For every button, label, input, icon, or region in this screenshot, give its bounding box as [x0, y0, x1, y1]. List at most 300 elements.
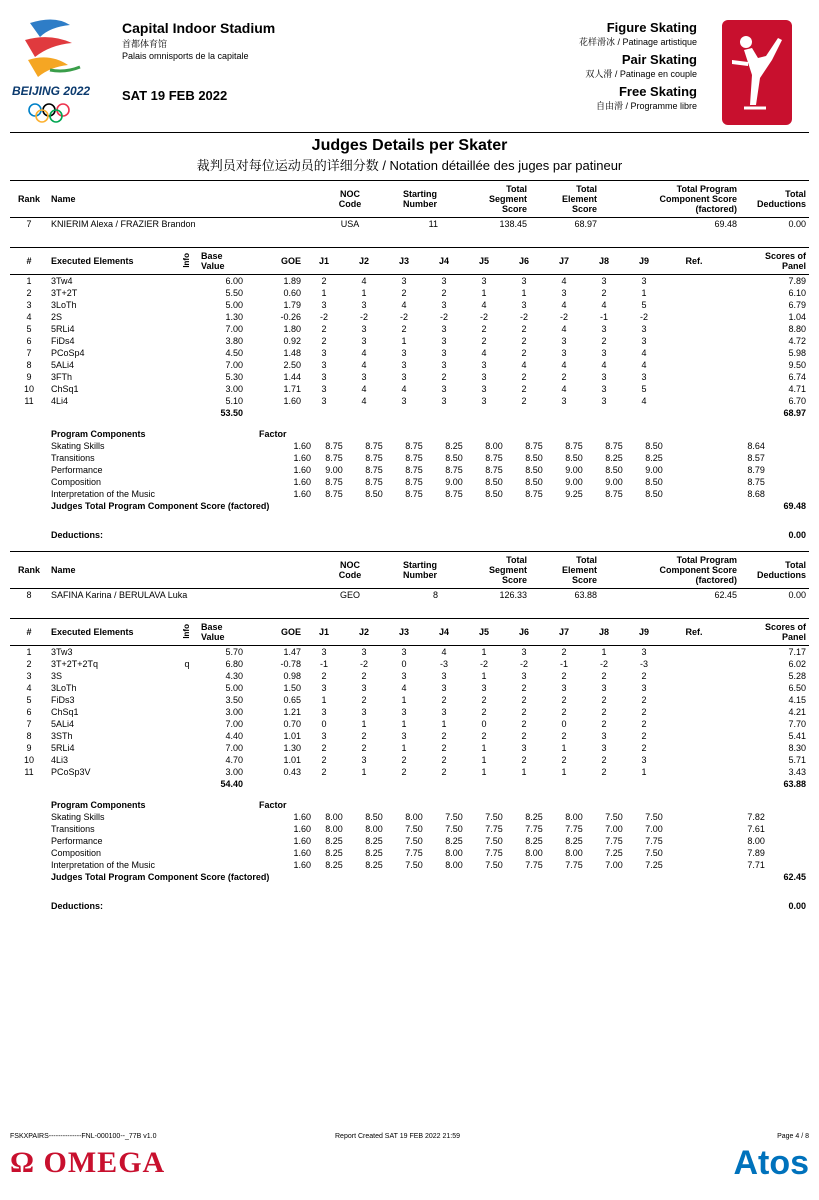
col-judge-2: J2: [344, 248, 384, 275]
element-base-value: 4.70: [225, 755, 243, 765]
element-info: [176, 335, 198, 347]
component-judge-score: 8.75: [445, 465, 463, 475]
element-panel-score: 8.80: [788, 324, 806, 334]
element-judge-score: 2: [321, 743, 327, 753]
component-judge-score: 8.25: [365, 860, 383, 870]
element-judge-score: 2: [361, 743, 367, 753]
deductions-table: [10, 900, 809, 912]
element-number: 3: [26, 671, 32, 681]
element-judge-score: 3: [441, 336, 447, 346]
component-judge-score: 8.75: [605, 489, 623, 499]
element-judge-score: 3: [321, 647, 327, 657]
element-row: [10, 359, 809, 371]
element-base-value: 5.50: [225, 288, 243, 298]
col-hash: #: [10, 619, 48, 646]
element-judge-score: 3: [521, 300, 527, 310]
component-row: [10, 847, 809, 859]
component-judge-score: 9.25: [565, 489, 583, 499]
component-panel-score: 8.68: [747, 489, 765, 499]
component-row: [10, 835, 809, 847]
element-judge-score: 2: [361, 695, 367, 705]
component-factor: 1.60: [293, 453, 311, 463]
element-judge-score: 4: [641, 348, 647, 358]
element-judge-score: 3: [441, 300, 447, 310]
element-judge-score: -1: [559, 659, 568, 669]
component-judge-score: 8.50: [485, 489, 503, 499]
element-goe: 1.30: [283, 743, 301, 753]
element-row: [10, 323, 809, 335]
component-panel-score: 8.64: [747, 441, 765, 451]
col-judge-6: J6: [504, 619, 544, 646]
component-judge-score: 7.50: [405, 836, 423, 846]
component-judge-score: 8.75: [405, 453, 423, 463]
element-panel-score: 6.70: [788, 396, 806, 406]
component-name: Interpretation of the Music: [51, 860, 156, 870]
program-components-label: Program Components: [51, 429, 146, 439]
element-judge-score: 3: [401, 731, 407, 741]
element-judge-score: 3: [601, 743, 607, 753]
element-judge-score: 3: [601, 384, 607, 394]
element-judge-score: 3: [521, 276, 527, 286]
skater-summary-row: [10, 589, 809, 602]
element-row: [10, 682, 809, 694]
element-judge-score: 3: [441, 348, 447, 358]
element-judge-score: 2: [641, 671, 647, 681]
element-judge-score: 0: [481, 719, 487, 729]
element-judge-score: 2: [601, 707, 607, 717]
element-goe: 1.79: [283, 300, 301, 310]
element-judge-score: 4: [561, 276, 567, 286]
segment-title: Free Skating: [618, 84, 697, 99]
element-judge-score: 2: [401, 324, 407, 334]
deductions-label: Deductions:: [51, 530, 104, 540]
skater-start: 11: [428, 219, 438, 229]
element-row: [10, 694, 809, 706]
element-judge-score: -2: [399, 312, 408, 322]
element-info: [176, 311, 198, 323]
element-judge-score: -2: [599, 659, 608, 669]
element-judge-score: 3: [641, 324, 647, 334]
element-code: PCoSp4: [51, 348, 85, 358]
component-judge-score: 8.75: [405, 477, 423, 487]
element-judge-score: 1: [321, 288, 327, 298]
event-subtitle: 双人滑 / Patinage en couple: [585, 69, 697, 79]
component-judge-score: 7.75: [565, 824, 583, 834]
element-code: FiDs4: [51, 336, 75, 346]
element-row: [10, 395, 809, 407]
element-judge-score: 1: [481, 767, 487, 777]
element-base-value: 3.00: [225, 767, 243, 777]
element-judge-score: 2: [401, 767, 407, 777]
element-judge-score: 3: [481, 276, 487, 286]
component-factor: 1.60: [293, 489, 311, 499]
component-judge-score: 8.50: [645, 441, 663, 451]
element-judge-score: 3: [361, 683, 367, 693]
element-panel-score: 4.21: [788, 707, 806, 717]
element-row: [10, 658, 809, 670]
base-value-total: 54.40: [220, 779, 243, 789]
element-judge-score: 2: [321, 336, 327, 346]
component-judge-score: 8.25: [365, 848, 383, 858]
executed-elements-table: [10, 247, 809, 419]
component-judge-score: 9.00: [445, 477, 463, 487]
element-row: [10, 287, 809, 299]
element-judge-score: 1: [481, 743, 487, 753]
component-judge-score: 8.75: [325, 489, 343, 499]
component-judge-score: 7.00: [605, 824, 623, 834]
element-row: [10, 371, 809, 383]
element-judge-score: 3: [321, 372, 327, 382]
element-base-value: 5.00: [225, 300, 243, 310]
element-goe: 1.50: [283, 683, 301, 693]
component-judge-score: 8.75: [485, 453, 503, 463]
component-row: [10, 452, 809, 464]
component-judge-score: 8.25: [325, 860, 343, 870]
col-name: Name: [51, 565, 76, 575]
col-executed-elements: Executed Elements: [48, 619, 176, 646]
element-judge-score: 3: [401, 707, 407, 717]
omega-text: OMEGA: [43, 1146, 166, 1179]
skater-name: SAFINA Karina / BERULAVA Luka: [51, 590, 188, 600]
component-judge-score: 7.50: [485, 836, 503, 846]
element-judge-score: 2: [441, 288, 447, 298]
col-goe: GOE: [246, 248, 304, 275]
element-judge-score: 4: [561, 324, 567, 334]
component-judge-score: 8.00: [565, 812, 583, 822]
element-code: 5ALi4: [51, 360, 75, 370]
element-judge-score: 4: [521, 360, 527, 370]
element-goe: 1.60: [283, 396, 301, 406]
element-judge-score: 2: [561, 731, 567, 741]
component-factor: 1.60: [293, 860, 311, 870]
element-code: 5RLi4: [51, 324, 75, 334]
element-judge-score: 2: [641, 731, 647, 741]
component-judge-score: 8.50: [605, 465, 623, 475]
element-judge-score: 1: [321, 695, 327, 705]
element-info: [176, 383, 198, 395]
col-deductions: Total Deductions: [756, 189, 806, 209]
component-row: [10, 464, 809, 476]
element-code: 3T+2T+2Tq: [51, 659, 99, 669]
element-base-value: 5.70: [225, 647, 243, 657]
skater-tes: 63.88: [574, 590, 597, 600]
component-judge-score: 8.00: [325, 824, 343, 834]
element-judge-score: -2: [439, 312, 448, 322]
element-panel-score: 1.04: [788, 312, 806, 322]
element-judge-score: 1: [361, 767, 367, 777]
col-tss: Total Segment Score: [488, 555, 527, 585]
component-judge-score: 8.75: [605, 441, 623, 451]
col-judge-8: J8: [584, 248, 624, 275]
component-row: [10, 859, 809, 871]
element-judge-score: -2: [359, 312, 368, 322]
element-base-value: 4.30: [225, 671, 243, 681]
element-judge-score: 3: [321, 360, 327, 370]
col-rank: Rank: [17, 565, 40, 575]
element-judge-score: 2: [521, 396, 527, 406]
col-deductions: Total Deductions: [756, 560, 806, 580]
element-panel-score: 6.79: [788, 300, 806, 310]
component-judge-score: 8.00: [525, 848, 543, 858]
component-judge-score: 7.50: [445, 812, 463, 822]
element-judge-score: 3: [561, 336, 567, 346]
skater-name: KNIERIM Alexa / FRAZIER Brandon: [51, 219, 196, 229]
component-judge-score: 9.00: [645, 465, 663, 475]
element-judge-score: 3: [361, 647, 367, 657]
element-judge-score: 0: [321, 719, 327, 729]
col-executed-elements: Executed Elements: [48, 248, 176, 275]
element-panel-score: 7.17: [788, 647, 806, 657]
element-judge-score: 1: [441, 719, 447, 729]
element-goe: 1.48: [283, 348, 301, 358]
element-judge-score: 3: [601, 372, 607, 382]
jtpcs-label: Judges Total Program Component Score (factored): [51, 501, 270, 511]
element-judge-score: 3: [321, 348, 327, 358]
col-hash: #: [10, 248, 48, 275]
component-judge-score: 8.00: [405, 812, 423, 822]
segment-subtitle: 自由滑 / Programme libre: [595, 101, 697, 111]
element-judge-score: 2: [321, 324, 327, 334]
element-judge-score: 2: [481, 336, 487, 346]
component-judge-score: 9.00: [605, 477, 623, 487]
skater-deductions: 0.00: [788, 590, 806, 600]
col-judge-3: J3: [384, 248, 424, 275]
element-number: 5: [26, 324, 32, 334]
element-judge-score: 3: [481, 372, 487, 382]
element-judge-score: 4: [561, 360, 567, 370]
element-judge-score: 3: [441, 683, 447, 693]
element-row: [10, 670, 809, 682]
component-name: Performance: [51, 836, 103, 846]
col-noc: NOC Code: [338, 560, 362, 580]
element-goe: -0.26: [280, 312, 301, 322]
component-panel-score: 8.57: [747, 453, 765, 463]
element-judge-score: 1: [401, 695, 407, 705]
element-goe: 1.47: [283, 647, 301, 657]
program-components-table: [10, 799, 809, 883]
element-judge-score: 4: [401, 384, 407, 394]
element-judge-score: -2: [359, 659, 368, 669]
element-info: [176, 754, 198, 766]
element-judge-score: 3: [361, 324, 367, 334]
col-noc: NOC Code: [338, 189, 362, 209]
skater-rank: 8: [26, 590, 32, 600]
component-judge-score: 7.50: [645, 812, 663, 822]
venue-name: Capital Indoor Stadium: [122, 20, 276, 36]
element-judge-score: 2: [521, 324, 527, 334]
element-judge-score: 2: [521, 695, 527, 705]
element-judge-score: -3: [639, 659, 648, 669]
element-info: [176, 347, 198, 359]
element-panel-score: 5.71: [788, 755, 806, 765]
col-info: Info: [176, 248, 198, 275]
element-judge-score: 2: [481, 707, 487, 717]
element-number: 4: [26, 683, 32, 693]
element-judge-score: 2: [561, 671, 567, 681]
element-info: [176, 275, 198, 288]
component-panel-score: 8.75: [747, 477, 765, 487]
component-judge-score: 8.75: [525, 489, 543, 499]
element-base-value: 7.00: [225, 743, 243, 753]
element-judge-score: 3: [601, 348, 607, 358]
col-goe: GOE: [246, 619, 304, 646]
col-info: Info: [176, 619, 198, 646]
element-judge-score: 2: [641, 695, 647, 705]
skater-pcs: 69.48: [714, 219, 737, 229]
element-judge-score: 2: [561, 372, 567, 382]
component-panel-score: 7.71: [747, 860, 765, 870]
element-goe: 1.89: [283, 276, 301, 286]
element-judge-score: 3: [361, 372, 367, 382]
element-number: 5: [26, 695, 32, 705]
col-scores-of-panel: Scores of Panel: [724, 619, 809, 646]
element-judge-score: 2: [561, 707, 567, 717]
element-judge-score: 1: [401, 743, 407, 753]
col-tes: Total Element Score: [561, 555, 597, 585]
element-judge-score: 2: [601, 288, 607, 298]
element-code: ChSq1: [51, 707, 79, 717]
element-panel-score: 6.74: [788, 372, 806, 382]
element-row: [10, 299, 809, 311]
element-goe: 0.65: [283, 695, 301, 705]
element-judge-score: 4: [361, 384, 367, 394]
component-judge-score: 7.75: [565, 860, 583, 870]
element-judge-score: 2: [401, 755, 407, 765]
component-name: Skating Skills: [51, 441, 105, 451]
element-panel-score: 6.02: [788, 659, 806, 669]
element-judge-score: 2: [561, 695, 567, 705]
element-judge-score: -2: [319, 312, 328, 322]
element-judge-score: 3: [441, 707, 447, 717]
component-judge-score: 7.75: [485, 824, 503, 834]
component-judge-score: 8.75: [365, 477, 383, 487]
element-judge-score: 2: [481, 695, 487, 705]
component-judge-score: 8.25: [445, 441, 463, 451]
component-judge-score: 8.50: [485, 477, 503, 487]
element-goe: 1.01: [283, 755, 301, 765]
element-judge-score: 4: [441, 647, 447, 657]
element-panel-score: 6.50: [788, 683, 806, 693]
component-name: Composition: [51, 848, 102, 858]
skater-noc: USA: [340, 219, 360, 229]
component-judge-score: 8.75: [405, 489, 423, 499]
element-goe: 1.80: [283, 324, 301, 334]
component-judge-score: 8.75: [565, 441, 583, 451]
col-judge-7: J7: [544, 248, 584, 275]
element-base-value: 3.50: [225, 695, 243, 705]
col-judge-6: J6: [504, 248, 544, 275]
skater-pcs: 62.45: [714, 590, 737, 600]
element-row: [10, 646, 809, 659]
component-factor: 1.60: [293, 848, 311, 858]
element-goe: 1.71: [283, 384, 301, 394]
skater-summary-table: [10, 551, 809, 601]
element-judge-score: 4: [601, 360, 607, 370]
element-judge-score: 2: [601, 695, 607, 705]
element-goe: 1.01: [283, 731, 301, 741]
element-panel-score: 5.41: [788, 731, 806, 741]
element-judge-score: 2: [401, 288, 407, 298]
element-number: 1: [26, 647, 32, 657]
element-judge-score: 3: [561, 288, 567, 298]
col-starting-number: Starting Number: [402, 560, 437, 580]
element-judge-score: 3: [401, 372, 407, 382]
component-judge-score: 8.50: [645, 489, 663, 499]
element-number: 6: [26, 336, 32, 346]
element-judge-score: 3: [641, 336, 647, 346]
element-judge-score: 2: [441, 755, 447, 765]
element-judge-score: 4: [641, 396, 647, 406]
element-judge-score: 3: [321, 396, 327, 406]
col-tes: Total Element Score: [561, 184, 597, 214]
page-subtitle: 裁判员对每位运动员的详细分数 / Notation détaillée des juges par patineur: [196, 158, 623, 173]
component-judge-score: 8.75: [405, 465, 423, 475]
element-judge-score: -2: [639, 312, 648, 322]
element-judge-score: 2: [521, 348, 527, 358]
element-judge-score: 4: [481, 348, 487, 358]
element-code: 2S: [51, 312, 63, 322]
element-judge-score: 3: [401, 276, 407, 286]
element-judge-score: 3: [561, 348, 567, 358]
component-judge-score: 9.00: [325, 465, 343, 475]
element-panel-score: 9.50: [788, 360, 806, 370]
element-judge-score: 3: [481, 384, 487, 394]
component-judge-score: 7.75: [525, 824, 543, 834]
element-judge-score: -2: [479, 312, 488, 322]
element-judge-score: 2: [521, 336, 527, 346]
component-judge-score: 8.25: [525, 836, 543, 846]
element-code: 5ALi4: [51, 719, 75, 729]
component-factor: 1.60: [293, 477, 311, 487]
element-number: 3: [26, 300, 32, 310]
element-code: 4Li4: [51, 396, 69, 406]
element-judge-score: 2: [521, 683, 527, 693]
element-judge-score: 1: [641, 288, 647, 298]
element-judge-score: 3: [321, 384, 327, 394]
col-rank: Rank: [17, 194, 40, 204]
logo-text: BEIJING 2022: [12, 84, 91, 98]
component-judge-score: 7.50: [405, 824, 423, 834]
element-judge-score: 3: [361, 707, 367, 717]
element-judge-score: 3: [401, 348, 407, 358]
col-judge-8: J8: [584, 619, 624, 646]
skater-rank: 7: [26, 219, 32, 229]
col-base-value: Base Value: [198, 619, 246, 646]
element-judge-score: 3: [641, 683, 647, 693]
col-base-value: Base Value: [198, 248, 246, 275]
component-judge-score: 8.50: [645, 477, 663, 487]
deductions-label: Deductions:: [51, 901, 104, 911]
component-factor: 1.60: [293, 824, 311, 834]
element-goe: 0.60: [283, 288, 301, 298]
element-judge-score: 2: [641, 719, 647, 729]
event-title: Pair Skating: [621, 52, 697, 67]
element-row: [10, 754, 809, 766]
element-judge-score: 3: [481, 396, 487, 406]
component-judge-score: 7.75: [485, 848, 503, 858]
jtpcs-row: [10, 871, 809, 883]
element-code: 3STh: [51, 731, 73, 741]
element-judge-score: 3: [481, 683, 487, 693]
element-judge-score: 4: [361, 348, 367, 358]
component-row: [10, 476, 809, 488]
element-row: [10, 383, 809, 395]
col-tpcs: Total Program Component Score (factored): [659, 555, 737, 585]
component-judge-score: 8.50: [525, 453, 543, 463]
atos-logo: [733, 1144, 809, 1183]
component-judge-score: 7.25: [605, 848, 623, 858]
factor-label: Factor: [259, 800, 287, 810]
